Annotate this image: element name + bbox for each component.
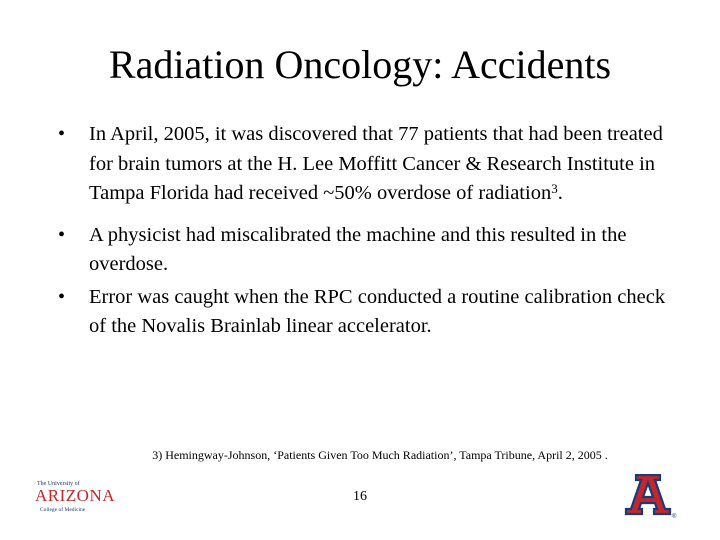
- bullet-dot-icon: •: [58, 285, 66, 308]
- footnote: 3) Hemingway-Johnson, ‘Patients Given Too Much Radiation’, Tampa Tribune, April 2, 2005 .: [152, 448, 608, 462]
- slide-title: Radiation Oncology: Accidents: [108, 42, 612, 87]
- bullet-list: [56, 120, 686, 342]
- bullet-dot-icon: •: [58, 223, 66, 246]
- page-number: 16: [353, 489, 367, 504]
- bullet-item: [56, 283, 686, 342]
- citation-ref: 3: [551, 181, 558, 196]
- logo-line-university: The University of: [37, 481, 80, 487]
- bullet-text: Error was caught when the RPC conducted a routine calibration check of the Novalis Brainlab linear accelerator.: [89, 285, 666, 337]
- bullet-text: A physicist had miscalibrated the machine and this resulted in the overdose.: [89, 223, 627, 275]
- logo-line-arizona: ARIZONA: [35, 486, 115, 505]
- registered-mark: ®: [672, 514, 677, 520]
- bullet-item: [56, 120, 686, 209]
- university-of-arizona-college-of-medicine-logo: [30, 476, 130, 516]
- bullet-text: In April, 2005, it was discovered that 77 patients that had been treated for brain tumors at the H. Lee Moffitt Cancer & Research Institute in Tampa Florida had received ~50% overdose of radiation: [89, 123, 663, 204]
- block-a-logo: [622, 474, 682, 522]
- block-a-shape: [626, 475, 670, 514]
- logo-line-college: College of Medicine: [40, 507, 86, 513]
- bullet-item: [56, 221, 686, 280]
- bullet-tail: .: [557, 182, 563, 204]
- bullet-dot-icon: •: [58, 123, 66, 145]
